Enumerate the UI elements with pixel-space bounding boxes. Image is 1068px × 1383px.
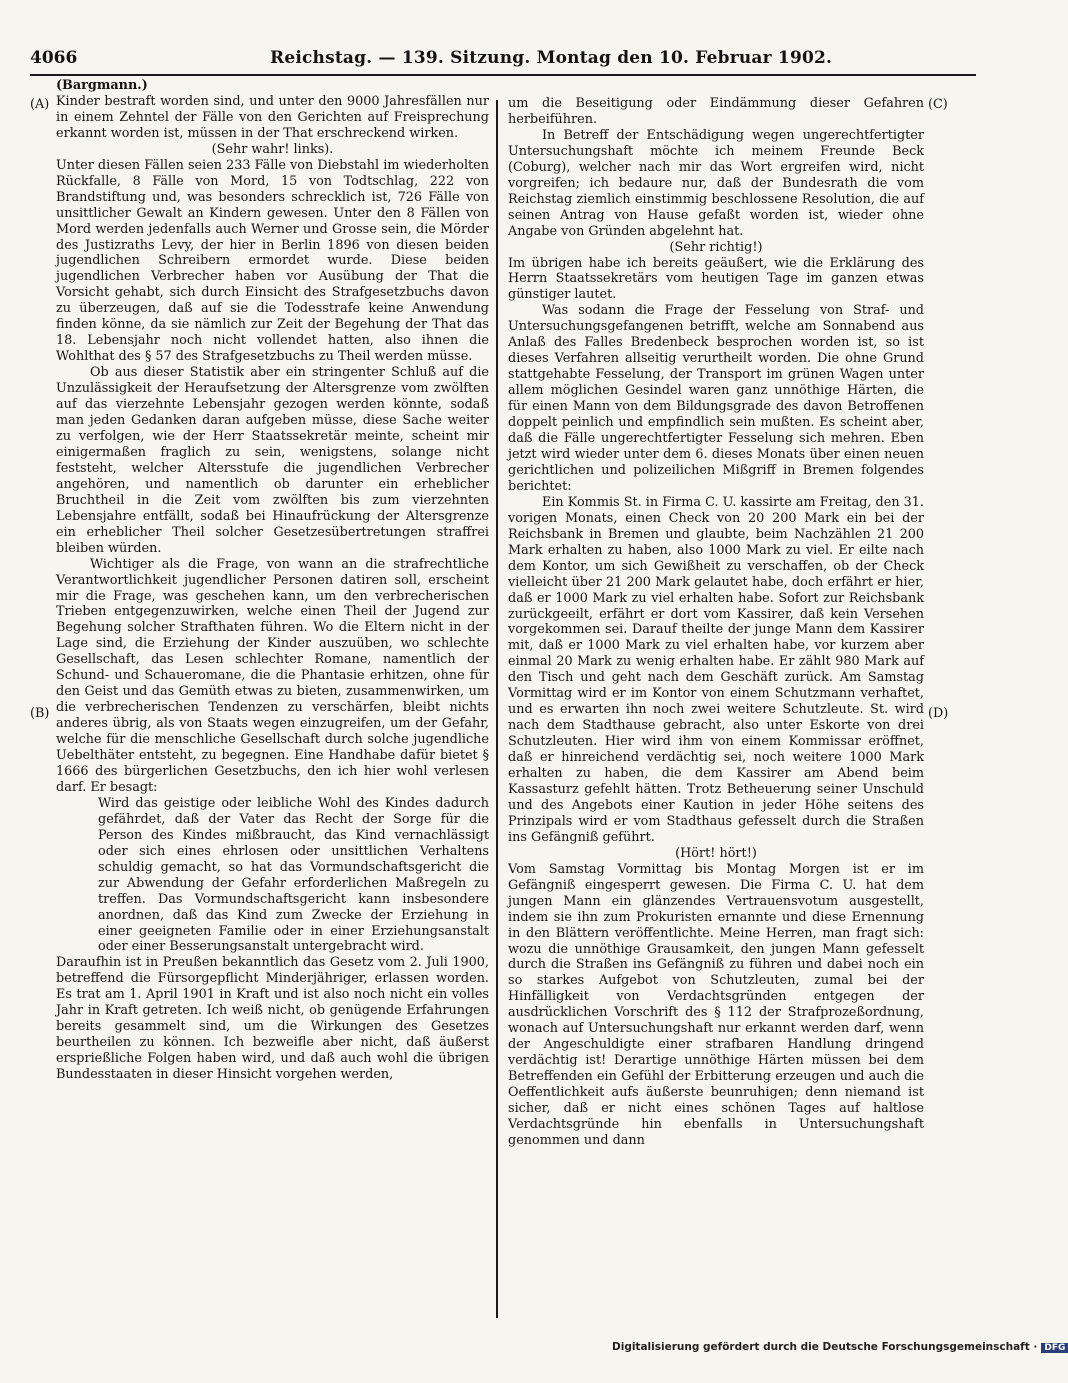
margin-mark-d: (D) [928,706,949,721]
legal-quote: Wird das geistige oder leibliche Wohl des Kindes dadurch gefährdet, daß der Vater das Recht der Sorge für die Person des Kindes mißbraucht, das Kind vernachlässigt oder sich eines ehrlosen oder unsittlichen Verhaltens schuldig gemacht, so hat das Vormundschaftsgericht die zur Abwendung der Gefahr erforderlichen Maßregeln zu treffen. Das Vormundschaftsgericht kann insbesondere anordnen, daß das Kind zum Zwecke der Erziehung in einer geeigneten Familie oder in einer Erziehungsanstalt oder einer Besserungsanstalt untergebracht wird. [98,795,489,955]
paragraph: In Betreff der Entschädigung wegen ungerechtfertigter Untersuchungshaft möchte ich meinem Freunde Beck (Coburg), welcher nach mir das Wort ergreifen wird, nicht vorgreifen; ich bedaure nur, daß der Bundesrath die vom Reichstag ziemlich einstimmig beschlossene Resolution, die auf seinen Antrag von Hause gefaßt worden ist, wieder ohne Angabe von Gründen abgelehnt hat. [508,127,924,239]
paragraph: Unter diesen Fällen seien 233 Fälle von Diebstahl im wiederholten Rückfalle, 8 Fälle von Mord, 15 von Todtschlag, 222 von Brandstiftung und, was besonders schrecklich ist, 726 Fälle von unsittlicher Gewalt an Kindern gewesen. Unter den 8 Fällen von Mord werden jedenfalls auch Werner und Grosse sein, die Mörder des Justizraths Levy, der hier in Berlin 1896 von diesen beiden jugendlichen Schreibern ermordet wurde. Diese beiden jugendlichen Verbrecher haben vor Ausübung der That die Vorsicht gehabt, sich durch Einsicht des Strafgesetzbuchs davon zu überzeugen, daß auf sie die Todesstrafe keine Anwendung finden könne, da sie nämlich zur Zeit der Begehung der That das 18. Lebensjahr noch nicht vollendet hatten, also ihnen die Wohlthat des § 57 des Strafgesetzbuchs zu Theil werden müsse. [56,157,489,365]
margin-mark-c: (C) [928,97,948,112]
left-column [56,78,489,1083]
interjection: (Sehr richtig!) [669,239,763,255]
paragraph: Ob aus dieser Statistik aber ein stringenter Schluß auf die Unzulässigkeit der Heraufsetzung der Altersgrenze vom zwölften auf das vierzehnte Lebensjahr gezogen werden könnte, sodaß man jeden Gedanken daran aufgeben müsse, diese Sache weiter zu verfolgen, wie der Herr Staatssekretär meinte, scheint mir einigermaßen fraglich zu sein, wenigstens, solange nicht feststeht, welcher Altersstufe die jugendlichen Verbrecher angehören, und namentlich ob darunter ein erheblicher Bruchtheil in die Zeit vom zwölften bis zum vierzehnten Lebensjahre entfällt, sodaß bei Hinaufrückung der Altersgrenze ein erheblicher Theil solcher Gesetzesübertretungen straffrei bleiben würden. [56,365,489,556]
page-header [30,48,976,74]
dfg-logo: DFG [1041,1343,1068,1353]
margin-mark-a: (A) [30,97,50,112]
paragraph: Im übrigen habe ich bereits geäußert, wie die Erklärung des Herrn Staatssekretärs vom heutigen Tage im ganzen etwas günstiger lautet. [508,255,924,303]
margin-mark-b: (B) [30,706,50,721]
paragraph: Vom Samstag Vormittag bis Montag Morgen ist er im Gefängniß eingesperrt gewesen. Die Firma C. U. hat dem jungen Mann ein glänzendes Vertrauensvotum ausgestellt, indem sie ihn zum Prokuristen ernannte und diese Ernennung in den Blättern veröffentlichte. Meine Herren, man fragt sich: wozu die unnöthige Grausamkeit, den jungen Mann gefesselt durch die Straßen ins Gefängniß zu führen und dabei noch ein so starkes Aufgebot von Schutzleuten, zumal bei der Hinfälligkeit von Verdachtsgründen entgegen der ausdrücklichen Vorschrift des § 112 der Strafprozeßordnung, wonach auf Untersuchungshaft nur erkannt werden darf, wenn der Angeschuldigte einer strafbaren Handlung dringend verdächtig ist! Derartige unnöthige Härten müssen bei dem Betreffenden ein Gefühl der Erbitterung erzeugen und auch die Oeffentlichkeit aufs äußerste beunruhigen; denn niemand ist sicher, daß er nicht eines schönen Tages auf haltlose Verdachtsgründe hin ebenfalls in Untersuchungshaft genommen und dann [508,861,924,1148]
footer-text: Digitalisierung gefördert durch die Deutsche Forschungsgemeinschaft · [612,1341,1038,1353]
paragraph: Wichtiger als die Frage, von wann an die strafrechtliche Verantwortlichkeit jugendlicher Personen datiren soll, erscheint mir die Frage, was geschehen kann, um den verbrecherischen Trieben entgegenzuwirken, welche einen Theil der Jugend zur Begehung solcher Strafthaten führen. Wo die Eltern nicht in der Lage sind, die Erziehung der Kinder auszuüben, wo schlechte Gesellschaft, das Lesen schlechter Romane, namentlich der Schund- und Schaueromane, die die Phantasie erhitzen, ohne für den Geist und das Gemüth etwas zu bieten, zusammenwirken, um die verbrecherischen Tendenzen zu verschärfen, bleibt nichts anderes übrig, als von Staats wegen einzugreifen, um der Gefahr, welche für die menschliche Gesellschaft durch solche jugendliche Uebelthäter entsteht, zu begegnen. Eine Handhabe dafür bietet § 1666 des bürgerlichen Gesetzbuchs, den ich hier wohl verlesen darf. Er besagt: [56,556,489,795]
interjection: (Sehr wahr! links). [211,141,334,157]
speaker-name: (Bargmann.) [56,78,148,93]
paragraph: um die Beseitigung oder Eindämmung dieser Gefahren herbeiführen. [508,96,924,127]
running-title: Reichstag. — 139. Sitzung. Montag den 10. Februar 1902. [270,48,833,68]
interjection: (Hört! hört!) [675,845,757,861]
paragraph: Daraufhin ist in Preußen bekanntlich das Gesetz vom 2. Juli 1900, betreffend die Fürsorgepflicht Minderjähriger, erlassen worden. Es trat am 1. April 1901 in Kraft und ist also noch nicht ein volles Jahr in Kraft getreten. Ich weiß nicht, ob genügende Erfahrungen bereits gesammelt sind, um die Wirkungen des Gesetzes beurtheilen zu können. Ich bezweifle aber nicht, daß äußerst ersprießliche Folgen haben wird, und daß auch wohl die übrigen Bundesstaaten in dieser Hinsicht vorgehen werden, [56,955,489,1083]
digitization-footer [612,1341,1068,1353]
paragraph: Ein Kommis St. in Firma C. U. kassirte am Freitag, den 31. vorigen Monats, einen Check von 20 200 Mark ein bei der Reichsbank in Bremen und glaubte, beim Nachzählen 21 200 Mark erhalten zu haben, also 1000 Mark zu viel. Er eilte nach dem Kontor, um sich Gewißheit zu verschaffen, ob der Check vielleicht über 21 200 Mark gelautet habe, doch erfährt er hier, daß er 1000 Mark zu viel erhalten habe. Sofort zur Reichsbank zurückgeeilt, erfährt er dort vom Kassirer, daß kein Versehen vorgekommen sei. Darauf theilte der junge Mann dem Kassirer mit, daß er 1000 Mark zu viel erhalten habe, vor kurzem aber einmal 20 Mark zu wenig erhalten habe. Er zählt 980 Mark auf den Tisch und geht nach dem Geschäft zurück. Am Samstag Vormittag wird er im Kontor von einem Schutzmann verhaftet, und es erwarten ihn noch zwei weitere Schutzleute. St. wird nach dem Stadthause gebracht, also unter Eskorte von drei Schutzleuten. Hier wird ihm von einem Kommissar eröffnet, daß er hinreichend verdächtig sei, noch weitere 1000 Mark erhalten zu haben, die dem Kassirer am Abend beim Kassasturz gefehlt hätten. Trotz Betheuerung seiner Unschuld und des Angebots einer Kaution in jeder Höhe seitens des Prinzipals wird er vom Stadthaus gefesselt durch die Straßen ins Gefängniß geführt. [508,494,924,845]
header-rule [30,74,976,76]
page-number: 4066 [30,48,78,68]
column-divider [496,100,498,1318]
paragraph: Was sodann die Frage der Fesselung von Straf- und Untersuchungsgefangenen betrifft, welche am Sonnabend aus Anlaß des Falles Bredenbeck besprochen worden ist, so ist dieses Verfahren allseitig verurtheilt worden. Die ohne Grund stattgehabte Fesselung, der Transport im grünen Wagen unter allem möglichen Gesindel waren ganz unnöthige Härten, die für einen Mann von dem Bildungsgrade des davon Betroffenen doppelt peinlich und empfindlich sein mußten. Es scheint aber, daß die Fälle ungerechtfertigter Fesselung sich mehren. Eben jetzt wird wieder unter dem 6. dieses Monats über einen neuen gerichtlichen und polizeilichen Mißgriff in Bremen folgendes berichtet: [508,303,924,494]
paragraph: Kinder bestraft worden sind, und unter den 9000 Jahresfällen nur in einem Zehntel der Fälle von den Gerichten auf Freisprechung erkannt worden ist, müssen in der That erschreckend wirken. [56,93,489,141]
right-column [508,96,924,1149]
